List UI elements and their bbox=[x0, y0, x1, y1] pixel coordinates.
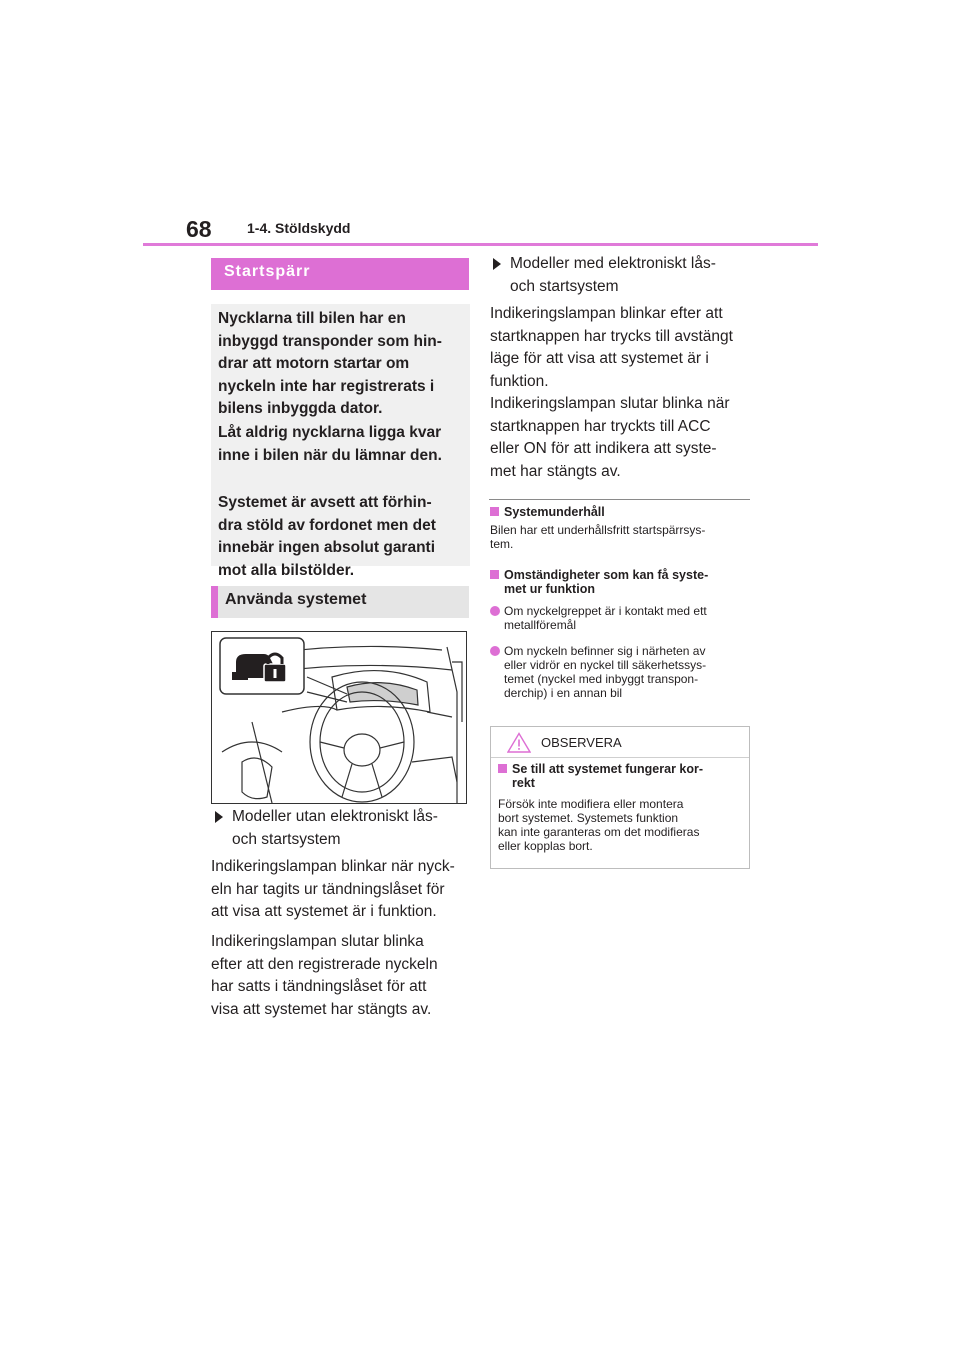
section-header: 1-4. Stöldskydd bbox=[247, 220, 351, 236]
warning-triangle-icon bbox=[507, 732, 531, 753]
car-interior-drawing bbox=[212, 632, 466, 803]
paragraph-indicator-blinks-smart: Indikeringslampan blinkar efter att startknappen har trycks till avstängt läge för att visa att systemet är i funktion. bbox=[490, 305, 733, 390]
intro-paragraph-2: Låt aldrig nycklarna ligga kvar inne i bilen när du lämnar den. bbox=[218, 424, 442, 464]
caution-text: Försök inte modifiera eller montera bort systemet. Systemets funktion kan inte garanteras om det modifieras eller kopplas bort. bbox=[498, 797, 700, 853]
triangle-bullet-icon bbox=[215, 811, 223, 823]
paragraph-indicator-stops: Indikeringslampan slutar blinka efter att den registrerade nyckeln har satts i tändningslåset för att visa att systemet har stängts av. bbox=[211, 933, 438, 1018]
section-title-anvanda bbox=[211, 586, 469, 618]
list-item-model-with-smart-key: Modeller med elektroniskt lås- och startsystem bbox=[493, 253, 750, 299]
dashboard-illustration bbox=[211, 631, 467, 804]
list-item-metal-object: Om nyckelgreppet är i kontakt med ett metallföremål bbox=[490, 604, 752, 634]
list-item-model-without-smart-key: Modeller utan elektroniskt lås- och startsystem bbox=[215, 806, 470, 852]
car-lock-indicator-icon bbox=[220, 638, 304, 694]
note-text-maintenance: Bilen har ett underhållsfritt startspärrsys- tem. bbox=[490, 523, 706, 551]
intro-paragraph-1: Nycklarna till bilen har en inbyggd transponder som hin- drar att motorn startar om nyckeln inte har registrerats i bilens inbyggda dator. bbox=[218, 310, 442, 417]
caution-header bbox=[491, 727, 749, 758]
caution-heading: Se till att systemet fungerar kor- rekt bbox=[498, 762, 746, 792]
list-item-other-key: Om nyckeln befinner sig i närheten av eller vidrör en nyckel till säkerhetssys- temet (nyckel med inbyggt transpon- derchip) i en annan bil bbox=[490, 644, 752, 704]
circle-bullet-icon bbox=[490, 646, 500, 656]
divider bbox=[489, 499, 750, 500]
section-title-text: Startspärr bbox=[224, 263, 311, 280]
square-bullet-icon bbox=[498, 764, 507, 773]
circle-bullet-icon bbox=[490, 606, 500, 616]
intro-box bbox=[211, 304, 470, 579]
square-bullet-icon bbox=[490, 570, 499, 579]
section-title-startsparr bbox=[211, 258, 469, 290]
paragraph-indicator-blinks: Indikeringslampan blinkar när nyck- eln har tagits ur tändningslåset för att visa att systemet är i funktion. bbox=[211, 858, 455, 920]
page-number: 68 bbox=[186, 216, 212, 242]
note-heading-maintenance: Systemunderhåll bbox=[490, 505, 750, 521]
header-rule bbox=[143, 243, 818, 246]
triangle-bullet-icon bbox=[493, 258, 501, 270]
square-bullet-icon bbox=[490, 507, 499, 516]
intro-paragraph-3: Systemet är avsett att förhin- dra stöld av fordonet men det innebär ingen absolut garanti mot alla bilstölder. bbox=[218, 494, 436, 579]
note-heading-circumstances: Omständigheter som kan få syste- met ur funktion bbox=[490, 568, 750, 598]
caution-box bbox=[490, 726, 750, 869]
caution-label: OBSERVERA bbox=[541, 735, 622, 750]
section-title-text: Använda systemet bbox=[225, 591, 367, 608]
paragraph-indicator-stops-smart: Indikeringslampan slutar blinka när startknappen har tryckts till ACC eller ON för att indikera att syste- met har stängts av. bbox=[490, 395, 730, 480]
